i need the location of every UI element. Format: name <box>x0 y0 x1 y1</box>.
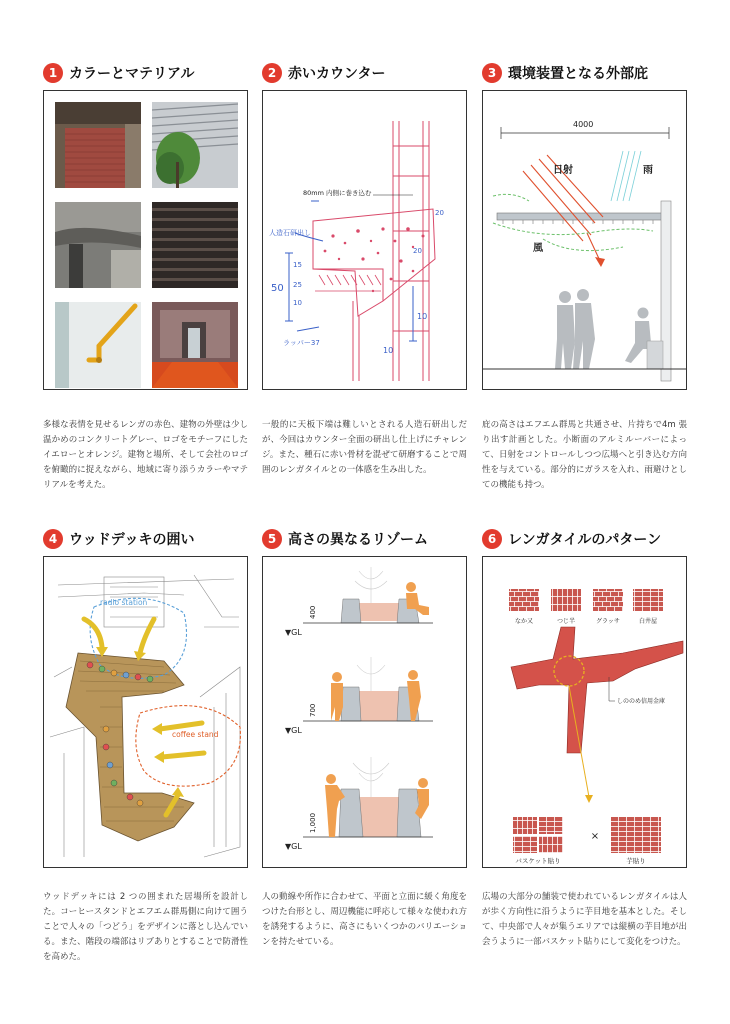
dim-a: 15 <box>293 261 302 269</box>
gl-label-2: ▼GL <box>285 726 302 735</box>
section-6 <box>482 528 687 947</box>
section-number: 5 <box>262 529 282 549</box>
rain-label: 雨 <box>643 165 653 176</box>
bottom-label-2: 芋貼り <box>626 857 646 865</box>
tier-700 <box>303 670 433 721</box>
section-5-heading <box>262 528 467 550</box>
section-title: ウッドデッキの囲い <box>69 532 195 548</box>
section-5 <box>262 528 467 947</box>
brick-wall-photo <box>55 102 141 188</box>
section-4 <box>43 528 248 962</box>
section-title: 環境装置となる外部庇 <box>508 66 648 82</box>
gl-label-1: ▼GL <box>285 628 302 637</box>
section-2-heading <box>262 62 467 84</box>
section-title: カラーとマテリアル <box>69 66 195 82</box>
concrete-photo <box>55 202 141 288</box>
section-description: 多様な表情を見せるレンガの赤色、建物の外壁は少し温かめのコンクリートグレー、ロゴをモチーフにしたイエローとオレンジ。建物と場所、そして会社のロゴを俯瞰的に捉えながら、地域に寄り添うカラーやマテリアルを考えた。 <box>43 420 248 490</box>
section-description: 一般的に天板下端は難しいとされる人造石研出しだが、今回はカウンター全面の研出し仕上げにチャレンジ。また、種石に赤い骨材を混ぜて研磨することで周囲のレンガタイルとの一体感を生み出した。 <box>262 420 467 475</box>
section-number: 3 <box>482 63 502 83</box>
bottom-label-1: バスケット貼り <box>515 857 561 865</box>
yellow-handrail-photo <box>55 302 141 388</box>
counter-sketch-frame <box>262 90 467 390</box>
section-4-heading <box>43 528 248 550</box>
section-title: 高さの異なるリゾーム <box>288 532 428 548</box>
section-6-heading <box>482 528 687 550</box>
height-label-2: 700 <box>309 703 317 717</box>
photo-grid-frame <box>43 90 248 390</box>
tile-pattern-frame <box>482 556 687 868</box>
sun-label: 日射 <box>553 165 573 176</box>
pattern-swatch-1 <box>509 589 539 611</box>
width-label: 4000 <box>573 120 594 129</box>
tile-pattern-diagram <box>483 557 687 868</box>
deck-plan-frame <box>43 556 248 868</box>
tier-400 <box>303 582 433 623</box>
section-1 <box>43 62 248 490</box>
section-title: レンガタイルのパターン <box>508 532 662 548</box>
pattern-name-3: グラッサ <box>596 618 620 625</box>
section-description: 人の動線や所作に合わせて、平面と立面に緩く角度をつけた台形とし、周辺機能に呼応して様々な使われ方を誘発するように、高さにもいくつかのバリエーションを持たせている。 <box>262 892 467 947</box>
gl-label-3: ▼GL <box>285 842 302 851</box>
basket-pattern <box>513 817 563 853</box>
section-number: 4 <box>43 529 63 549</box>
note-label: 80mm 内側に巻き込む <box>303 189 372 197</box>
coffee-stand-label: coffee stand <box>172 730 219 739</box>
dim-misc-b: 20 <box>413 247 422 255</box>
dim-right-b: 10 <box>383 346 394 355</box>
pattern-name-2: つじ半 <box>556 618 576 625</box>
section-3-heading <box>482 62 687 84</box>
section-description: ウッドデッキには 2 つの囲まれた居場所を設計した。コーヒースタンドとエフエム群馬側に向けて囲うことで人々の「つどう」をデザインに落とし込んでいる。また、階段の端部はリブありとすることで防滑性を高めた。 <box>43 892 248 962</box>
plaza-plan <box>511 627 683 753</box>
rhizome-elevation-frame <box>262 556 467 868</box>
counter-section-sketch <box>263 91 467 390</box>
dim-misc-a: 20 <box>435 209 444 217</box>
material-label: 人造石研出し <box>269 229 311 237</box>
section-2 <box>262 62 467 475</box>
orange-floor-photo <box>152 302 238 388</box>
section-3 <box>482 62 687 490</box>
height-label-3: 1,000 <box>309 812 317 833</box>
times-sign: × <box>590 831 600 842</box>
section-number: 1 <box>43 63 63 83</box>
pattern-name-4: 白井屋 <box>638 618 658 625</box>
dark-louver-photo <box>152 202 238 288</box>
canopy-section-diagram <box>483 91 687 390</box>
dim-right-a: 10 <box>417 312 428 321</box>
height-label-1: 400 <box>309 605 317 619</box>
section-number: 2 <box>262 63 282 83</box>
stack-pattern <box>611 817 661 853</box>
dim-total: 50 <box>271 283 284 294</box>
section-description: 庇の高さはエフエム群馬と共通させ、片持ちで4m 張り出す計画とした。小断面のアルミルーバーによって、日射をコントロールしつつ広場へと引き込む方向性を与えている。部分的にガラスを入れ、雨避けとしての機能も持つ。 <box>482 420 687 490</box>
tier-1000 <box>303 774 433 837</box>
radio-station-label: radio station <box>100 598 148 607</box>
section-description: 広場の大部分の舗装で使われているレンガタイルは人が歩く方向性に沿うように芋目地を基本とした。そして、中央部で人々が集うエリアでは縦横の芋目地が出会うように一部バスケット貼りにして変化をつけた。 <box>482 892 687 947</box>
louver-tree-photo <box>152 102 238 188</box>
section-title: 赤いカウンター <box>288 66 386 82</box>
place-label: しののめ信用金庫 <box>617 698 666 705</box>
pattern-swatch-4 <box>633 589 663 611</box>
coffee-zone <box>136 706 241 787</box>
rhizome-elevation-diagram <box>263 557 467 868</box>
canopy <box>497 213 669 220</box>
wrap-label: ラッパー37 <box>283 339 320 347</box>
deck-plan-sketch <box>44 557 248 868</box>
pattern-swatch-2 <box>551 589 581 611</box>
pattern-swatch-3 <box>593 589 623 611</box>
canopy-diagram-frame <box>482 90 687 390</box>
section-number: 6 <box>482 529 502 549</box>
dim-b: 25 <box>293 281 302 289</box>
wind-label: 風 <box>533 243 543 254</box>
section-1-heading <box>43 62 248 84</box>
dim-c: 10 <box>293 299 302 307</box>
pattern-name-1: なか又 <box>514 618 534 625</box>
